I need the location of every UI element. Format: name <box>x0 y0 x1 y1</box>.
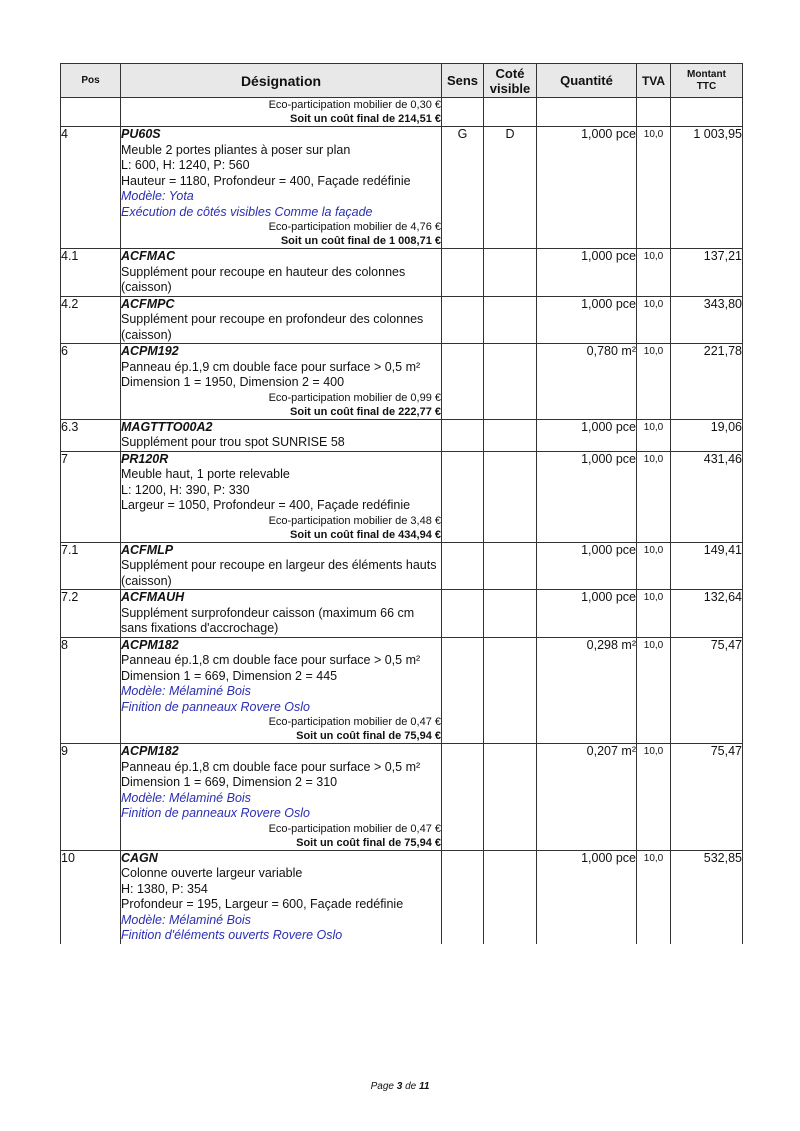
row-tva: 10,0 <box>637 344 671 420</box>
table-header-row <box>61 64 743 98</box>
row-pos: 6 <box>61 344 121 420</box>
description-line: Panneau ép.1,8 cm double face pour surface > 0,5 m² <box>121 759 421 774</box>
carryover-row <box>61 98 743 127</box>
row-quantite: 1,000 pce <box>537 590 637 638</box>
row-pos: 7 <box>61 451 121 542</box>
row-sens <box>442 590 484 638</box>
row-designation <box>121 744 442 851</box>
carryover-quantite <box>537 98 637 127</box>
row-designation <box>121 451 442 542</box>
header-quantite: Quantité <box>537 64 637 98</box>
row-montant-ttc: 137,21 <box>671 249 743 297</box>
row-tva: 10,0 <box>637 419 671 451</box>
row-quantite: 1,000 pce <box>537 249 637 297</box>
row-montant-ttc: 221,78 <box>671 344 743 420</box>
description-line: Largeur = 1050, Profondeur = 400, Façade redéfinie <box>121 498 411 512</box>
page-footer <box>0 1081 800 1092</box>
carryover-pos <box>61 98 121 127</box>
article-code: ACPM182 <box>121 744 179 758</box>
description-line: Panneau ép.1,9 cm double face pour surface > 0,5 m² <box>121 359 421 374</box>
header-cote-visible <box>484 64 537 98</box>
description-line: Supplément pour trou spot SUNRISE 58 <box>121 435 345 449</box>
row-tva: 10,0 <box>637 451 671 542</box>
row-pos: 7.2 <box>61 590 121 638</box>
row-quantite: 1,000 pce <box>537 296 637 344</box>
description-line: Profondeur = 195, Largeur = 600, Façade redéfinie <box>121 897 404 911</box>
eco-participation: Eco-participation mobilier de 0,47 € <box>268 822 441 835</box>
row-sens <box>442 850 484 944</box>
description-line: Dimension 1 = 1950, Dimension 2 = 400 <box>121 375 345 389</box>
row-sens <box>442 419 484 451</box>
carryover-tva <box>637 98 671 127</box>
row-tva: 10,0 <box>637 296 671 344</box>
row-cote-visible <box>484 419 537 451</box>
article-code: ACPM182 <box>121 637 179 652</box>
table-row <box>61 590 743 638</box>
header-designation: Désignation <box>121 64 442 98</box>
row-montant-ttc: 1 003,95 <box>671 127 743 249</box>
row-designation <box>121 249 442 297</box>
current-page: 3 <box>396 1081 403 1092</box>
description-line: Meuble 2 portes pliantes à poser sur plan <box>121 142 351 157</box>
row-montant-ttc: 149,41 <box>671 542 743 590</box>
row-designation <box>121 590 442 638</box>
row-cote-visible: D <box>484 127 537 249</box>
description-line: Dimension 1 = 669, Dimension 2 = 445 <box>121 668 338 683</box>
row-tva: 10,0 <box>637 249 671 297</box>
row-designation <box>121 850 442 944</box>
row-designation <box>121 344 442 420</box>
row-sens <box>442 542 484 590</box>
row-tva: 10,0 <box>637 127 671 249</box>
row-sens <box>442 249 484 297</box>
row-cote-visible <box>484 296 537 344</box>
header-cote-line2: visible <box>489 80 531 96</box>
eco-participation: Eco-participation mobilier de 4,76 € <box>268 221 441 233</box>
carryover-sens <box>442 98 484 127</box>
row-pos: 4.1 <box>61 249 121 297</box>
table-row <box>61 542 743 590</box>
final-cost: Soit un coût final de 214,51 € <box>290 113 441 125</box>
article-code: ACFMAC <box>121 249 176 263</box>
model-finish-line: Modèle: Mélaminé Bois <box>121 790 251 805</box>
description-line: Supplément surprofondeur caisson (maximum 66 cm sans fixations d'accrochage) <box>121 605 415 635</box>
description-line: Panneau ép.1,8 cm double face pour surface > 0,5 m² <box>121 653 421 667</box>
row-cote-visible <box>484 744 537 851</box>
model-finish-line: Finition de panneaux Rovere Oslo <box>121 806 311 820</box>
description-line: Supplément pour recoupe en profondeur des colonnes (caisson) <box>121 312 424 342</box>
header-tva: TVA <box>637 64 671 98</box>
row-montant-ttc: 19,06 <box>671 419 743 451</box>
of-label: de <box>405 1081 417 1092</box>
eco-participation: Eco-participation mobilier de 0,30 € <box>268 99 441 111</box>
row-tva: 10,0 <box>637 590 671 638</box>
row-tva: 10,0 <box>637 542 671 590</box>
header-pos: Pos <box>61 64 121 98</box>
row-pos: 4.2 <box>61 296 121 344</box>
model-finish-line: Exécution de côtés visibles Comme la façade <box>121 204 373 219</box>
row-montant-ttc: 532,85 <box>671 850 743 944</box>
article-code: PU60S <box>121 127 161 141</box>
header-montant-line2: TTC <box>696 80 717 92</box>
row-sens <box>442 637 484 744</box>
table-row <box>61 344 743 420</box>
article-code: CAGN <box>121 850 158 865</box>
row-tva: 10,0 <box>637 850 671 944</box>
eco-participation: Eco-participation mobilier de 0,99 € <box>268 391 441 404</box>
table-row <box>61 296 743 344</box>
article-code: ACFMPC <box>121 296 175 311</box>
description-line: L: 1200, H: 390, P: 330 <box>121 482 250 497</box>
row-designation <box>121 127 442 249</box>
quote-table <box>60 63 743 944</box>
table-row <box>61 419 743 451</box>
row-cote-visible <box>484 451 537 542</box>
row-cote-visible <box>484 637 537 744</box>
article-code: PR120R <box>121 451 169 466</box>
row-cote-visible <box>484 249 537 297</box>
article-code: ACFMLP <box>121 542 174 557</box>
final-cost: Soit un coût final de 1 008,71 € <box>280 235 441 247</box>
page-label: Page <box>370 1081 394 1092</box>
description-line: Supplément pour recoupe en hauteur des colonnes (caisson) <box>121 264 406 294</box>
row-quantite: 0,298 m² <box>537 637 637 744</box>
row-pos: 8 <box>61 637 121 744</box>
model-finish-line: Modèle: Mélaminé Bois <box>121 684 251 698</box>
carryover-designation <box>121 98 442 127</box>
row-pos: 7.1 <box>61 542 121 590</box>
description-line: Hauteur = 1180, Profondeur = 400, Façade redéfinie <box>121 173 411 188</box>
article-code: ACPM192 <box>121 344 179 358</box>
row-sens <box>442 744 484 851</box>
row-quantite: 1,000 pce <box>537 542 637 590</box>
eco-participation: Eco-participation mobilier de 0,47 € <box>268 716 441 728</box>
row-sens <box>442 451 484 542</box>
row-pos: 4 <box>61 127 121 249</box>
row-quantite: 1,000 pce <box>537 419 637 451</box>
table-row <box>61 850 743 944</box>
description-line: Colonne ouverte largeur variable <box>121 866 303 880</box>
row-tva: 10,0 <box>637 744 671 851</box>
row-cote-visible <box>484 344 537 420</box>
final-cost: Soit un coût final de 222,77 € <box>290 405 441 418</box>
header-montant-ttc <box>671 64 743 98</box>
carryover-cote <box>484 98 537 127</box>
row-quantite: 1,000 pce <box>537 451 637 542</box>
total-pages: 11 <box>419 1081 430 1092</box>
row-quantite: 0,780 m² <box>537 344 637 420</box>
row-pos: 10 <box>61 850 121 944</box>
row-montant-ttc: 75,47 <box>671 744 743 851</box>
row-quantite: 1,000 pce <box>537 127 637 249</box>
row-quantite: 1,000 pce <box>537 850 637 944</box>
description-line: Dimension 1 = 669, Dimension 2 = 310 <box>121 775 338 789</box>
row-cote-visible <box>484 850 537 944</box>
row-designation <box>121 419 442 451</box>
model-finish-line: Modèle: Yota <box>121 189 194 203</box>
model-finish-line: Finition de panneaux Rovere Oslo <box>121 699 311 714</box>
row-montant-ttc: 132,64 <box>671 590 743 638</box>
final-cost: Soit un coût final de 75,94 € <box>296 730 441 742</box>
row-designation <box>121 296 442 344</box>
carryover-montant <box>671 98 743 127</box>
header-montant-line1: Montant <box>687 68 726 80</box>
header-sens: Sens <box>442 64 484 98</box>
table-row <box>61 744 743 851</box>
row-tva: 10,0 <box>637 637 671 744</box>
row-cote-visible <box>484 590 537 638</box>
table-row <box>61 127 743 249</box>
row-montant-ttc: 343,80 <box>671 296 743 344</box>
row-pos: 6.3 <box>61 419 121 451</box>
description-line: Meuble haut, 1 porte relevable <box>121 467 290 481</box>
header-cote-line1: Coté <box>495 65 525 81</box>
table-body <box>61 98 743 944</box>
row-designation <box>121 637 442 744</box>
eco-participation: Eco-participation mobilier de 3,48 € <box>268 514 441 527</box>
article-code: MAGTTTO00A2 <box>121 419 213 434</box>
model-finish-line: Modèle: Mélaminé Bois <box>121 912 251 927</box>
table-row <box>61 451 743 542</box>
row-designation <box>121 542 442 590</box>
row-montant-ttc: 75,47 <box>671 637 743 744</box>
row-sens <box>442 296 484 344</box>
final-cost: Soit un coût final de 75,94 € <box>296 836 441 849</box>
row-sens: G <box>442 127 484 249</box>
row-pos: 9 <box>61 744 121 851</box>
row-montant-ttc: 431,46 <box>671 451 743 542</box>
model-finish-line: Finition d'éléments ouverts Rovere Oslo <box>121 928 343 942</box>
row-cote-visible <box>484 542 537 590</box>
description-line: H: 1380, P: 354 <box>121 881 208 896</box>
row-quantite: 0,207 m² <box>537 744 637 851</box>
article-code: ACFMAUH <box>121 590 185 604</box>
table-row <box>61 637 743 744</box>
description-line: Supplément pour recoupe en largeur des éléments hauts (caisson) <box>121 558 437 588</box>
table-row <box>61 249 743 297</box>
description-line: L: 600, H: 1240, P: 560 <box>121 158 250 172</box>
row-sens <box>442 344 484 420</box>
final-cost: Soit un coût final de 434,94 € <box>290 528 441 541</box>
